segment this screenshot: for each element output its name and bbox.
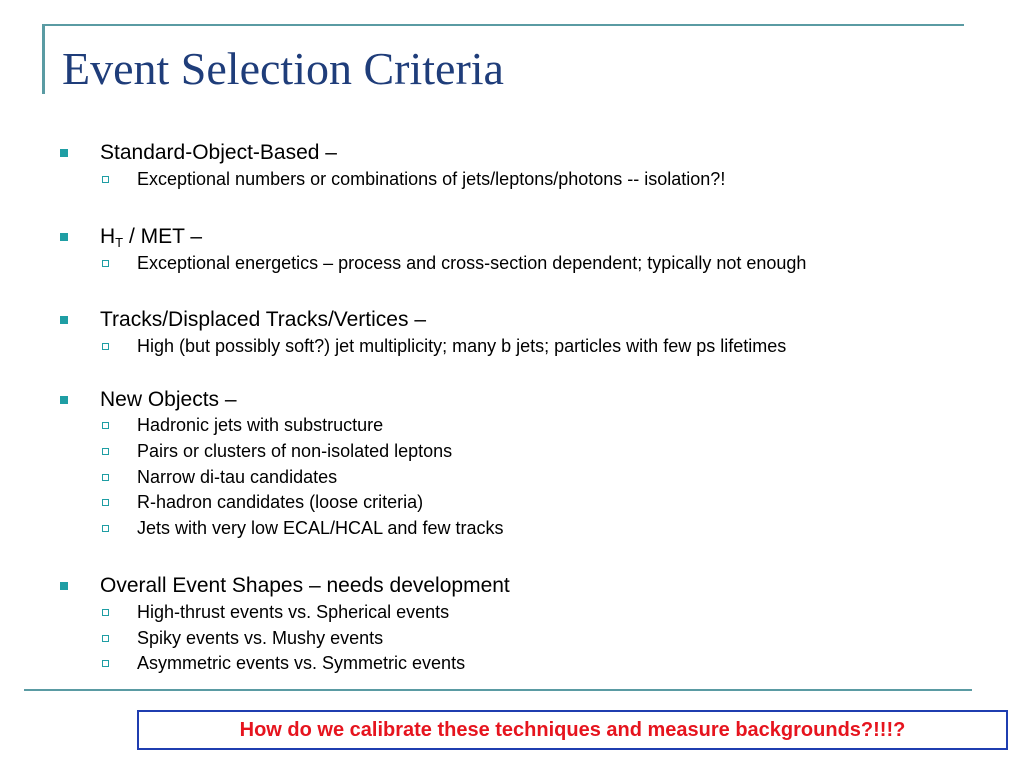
sub-bullet (137, 414, 383, 436)
sub-bullet-text: Pairs or clusters of non-isolated leptons (137, 441, 453, 461)
sub-bullet (137, 517, 503, 539)
sub-bullet-text: High (but possibly soft?) jet multiplicity; many b jets; particles with few ps lifetimes (137, 336, 787, 356)
sub-bullet (137, 466, 337, 488)
square-bullet-icon (60, 233, 68, 241)
bullet-text-rest: / MET – (123, 225, 203, 248)
bullet-text: New Objects – (100, 388, 237, 411)
bullet-text-main: H (100, 225, 116, 248)
hollow-square-bullet-icon (102, 474, 109, 481)
sub-bullet (137, 652, 465, 674)
hollow-square-bullet-icon (102, 499, 109, 506)
hollow-square-bullet-icon (102, 448, 109, 455)
callout-box (137, 710, 1008, 750)
square-bullet-icon (60, 582, 68, 590)
sub-bullet-text: Exceptional energetics – process and cross-section dependent; typically not enough (137, 253, 807, 273)
hollow-square-bullet-icon (102, 422, 109, 429)
bullet-text-subscript: T (115, 235, 124, 250)
hollow-square-bullet-icon (102, 343, 109, 350)
sub-bullet (137, 601, 449, 623)
square-bullet-icon (60, 149, 68, 157)
square-bullet-icon (60, 316, 68, 324)
sub-bullet (137, 440, 452, 462)
bullet-overall-event-shapes (100, 573, 510, 599)
hollow-square-bullet-icon (102, 260, 109, 267)
bullet-text: Standard-Object-Based – (100, 141, 337, 164)
hollow-square-bullet-icon (102, 660, 109, 667)
sub-bullet (137, 491, 423, 513)
bullet-new-objects (100, 387, 237, 413)
bottom-rule (24, 689, 972, 691)
sub-bullet (137, 252, 806, 274)
sub-bullet-text: R-hadron candidates (loose criteria) (137, 492, 424, 512)
sub-bullet-text: Hadronic jets with substructure (137, 415, 384, 435)
bullet-text: Tracks/Displaced Tracks/Vertices – (100, 308, 426, 331)
sub-bullet-text: Jets with very low ECAL/HCAL and few tracks (137, 518, 504, 538)
sub-bullet-text: Narrow di-tau candidates (137, 467, 338, 487)
bullet-tracks-vertices (100, 307, 426, 333)
bullet-standard-object-based (100, 140, 337, 166)
hollow-square-bullet-icon (102, 525, 109, 532)
hollow-square-bullet-icon (102, 609, 109, 616)
sub-bullet-text: High-thrust events vs. Spherical events (137, 602, 450, 622)
sub-bullet-text: Exceptional numbers or combinations of jets/leptons/photons -- isolation?! (137, 169, 726, 189)
sub-bullet-text: Asymmetric events vs. Symmetric events (137, 653, 466, 673)
hollow-square-bullet-icon (102, 176, 109, 183)
bullet-text: Overall Event Shapes – needs development (100, 574, 510, 597)
square-bullet-icon (60, 396, 68, 404)
sub-bullet (137, 335, 786, 357)
hollow-square-bullet-icon (102, 635, 109, 642)
callout-text: How do we calibrate these techniques and measure backgrounds?!!!? (239, 718, 906, 741)
slide-title: Event Selection Criteria (62, 43, 504, 94)
bullet-ht-met (100, 224, 202, 250)
sub-bullet (137, 168, 725, 190)
sub-bullet-text: Spiky events vs. Mushy events (137, 628, 384, 648)
sub-bullet (137, 627, 383, 649)
